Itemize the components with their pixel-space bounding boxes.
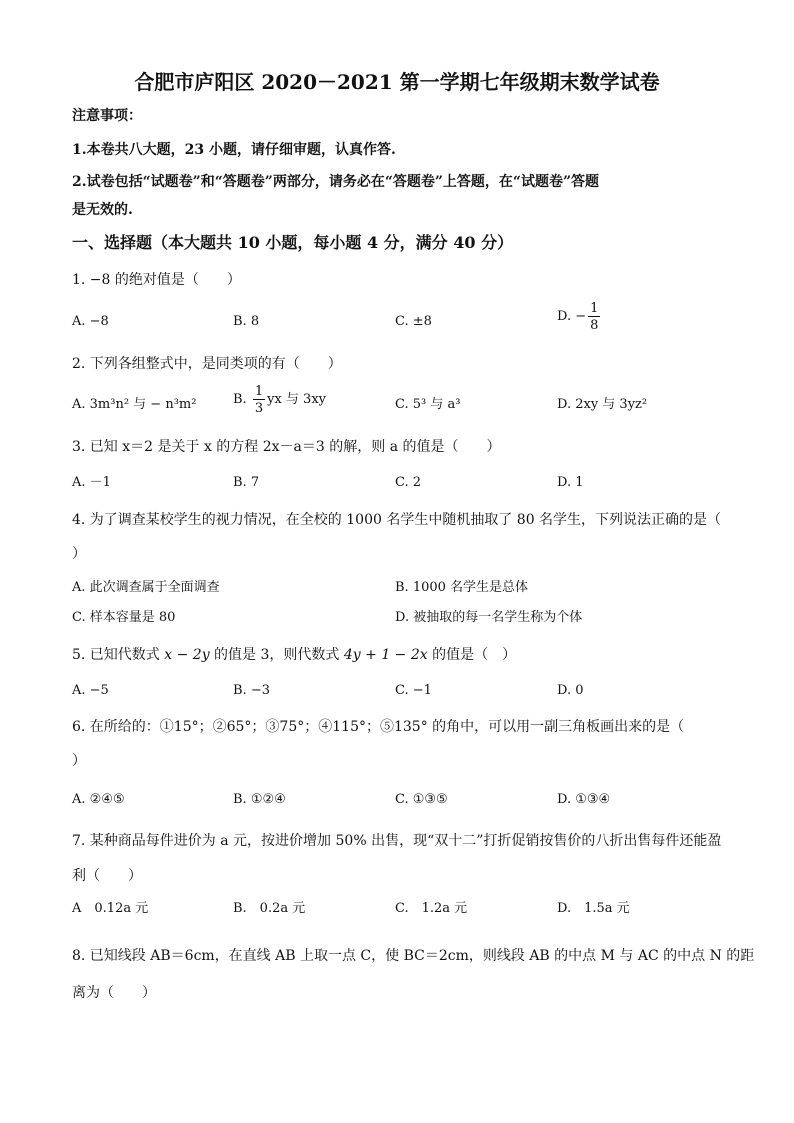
notes-item-2-line-1: 2.试卷包括“试题卷”和“答题卷”两部分，请务必在“答题卷”上答题，在“试题卷”答题 xyxy=(72,174,600,190)
notes-heading: 注意事项： xyxy=(72,108,142,124)
fraction-numerator: 1 xyxy=(590,301,599,316)
question-1-option-a: A. −8 xyxy=(72,314,109,329)
section-heading-choice: 一、选择题（本大题共 10 小题，每小题 4 分，满分 40 分） xyxy=(72,233,514,252)
notes-item-1: 1.本卷共八大题，23 小题，请仔细审题，认真作答. xyxy=(72,142,396,158)
question-2-option-a: A. 3m³n² 与 − n³m² xyxy=(72,397,197,412)
question-7-option-a: A 0.12a 元 xyxy=(72,901,149,916)
notes-item-2-line-2: 是无效的. xyxy=(72,202,133,218)
page-title: 合肥市庐阳区 2020－2021 第一学期七年级期末数学试卷 xyxy=(134,70,660,94)
question-4-stem-line-2: ） xyxy=(72,546,86,562)
fraction-denominator: 3 xyxy=(254,401,264,416)
question-3-stem: 3. 已知 x＝2 是关于 x 的方程 2x－a＝3 的解，则 a 的值是（ ） xyxy=(72,439,501,455)
question-2-option-d: D. 2xy 与 3yz² xyxy=(557,397,648,412)
question-3-option-b: B. 7 xyxy=(233,475,260,490)
question-6-stem-line-1: 6. 在所给的：①15°；②65°；③75°；④115°；⑤135° 的角中，可以用一副三角板画出来的是（ xyxy=(72,719,685,735)
question-2-stem: 2. 下列各组整式中，是同类项的有（ ） xyxy=(72,356,342,372)
question-5-stem xyxy=(72,645,516,665)
question-5-option-b: B. −3 xyxy=(233,683,270,698)
question-5-expression-2: 4y + 1 − 2x xyxy=(343,647,428,663)
question-1-option-d-prefix: D. − xyxy=(557,309,587,324)
question-3-option-d: D. 1 xyxy=(557,475,584,490)
question-1-option-d xyxy=(557,302,602,332)
question-4-option-c: C. 样本容量是 80 xyxy=(72,610,176,625)
question-5-stem-prefix: 5. 已知代数式 xyxy=(72,647,165,663)
question-4-option-d: D. 被抽取的每一名学生称为个体 xyxy=(395,610,583,625)
fraction-numerator: 1 xyxy=(254,384,264,399)
question-6-option-d: D. ①③④ xyxy=(557,792,611,807)
question-2-option-b-suffix: yx 与 3xy xyxy=(267,392,326,407)
question-4-option-b: B. 1000 名学生是总体 xyxy=(395,580,529,595)
question-4-option-a: A. 此次调查属于全面调查 xyxy=(72,580,220,595)
question-6-option-c: C. ①③⑤ xyxy=(395,792,448,807)
question-5-option-a: A. −5 xyxy=(72,683,109,698)
question-2-option-c: C. 5³ 与 a³ xyxy=(395,397,461,412)
question-7-stem-line-1: 7. 某种商品每件进价为 a 元，按进价增加 50% 出售，现“双十二”打折促销按售价的八折出售每件还能盈 xyxy=(72,833,722,849)
question-4-stem-line-1: 4. 为了调查某校学生的视力情况，在全校的 1000 名学生中随机抽取了 80 名学生，下列说法正确的是（ xyxy=(72,512,722,528)
question-2-option-b-prefix: B. xyxy=(233,392,251,407)
fraction-denominator: 8 xyxy=(590,318,599,333)
question-1-stem: 1. −8 的绝对值是（ ） xyxy=(72,272,241,288)
question-7-option-b: B. 0.2a 元 xyxy=(233,901,306,916)
question-5-stem-mid: 的值是 3，则代数式 xyxy=(209,647,344,663)
question-7-stem-line-2: 利（ ） xyxy=(72,868,142,884)
question-6-option-a: A. ②④⑤ xyxy=(72,792,125,807)
question-3-option-a: A. －1 xyxy=(72,475,111,490)
question-7-option-d: D. 1.5a 元 xyxy=(557,901,630,916)
question-5-option-d: D. 0 xyxy=(557,683,584,698)
fraction xyxy=(253,385,265,415)
question-8-stem-line-1: 8. 已知线段 AB＝6cm，在直线 AB 上取一点 C，使 BC＝2cm，则线段 AB 的中点 M 与 AC 的中点 N 的距 xyxy=(72,948,755,964)
question-1-option-c: C. ±8 xyxy=(395,314,432,329)
fraction xyxy=(588,302,600,332)
question-6-option-b: B. ①②④ xyxy=(233,792,286,807)
question-6-stem-line-2: ） xyxy=(72,753,86,769)
question-5-option-c: C. −1 xyxy=(395,683,432,698)
question-3-option-c: C. 2 xyxy=(395,475,422,490)
question-2-option-b xyxy=(233,385,326,415)
question-1-option-b: B. 8 xyxy=(233,314,260,329)
question-5-stem-suffix: 的值是（ ） xyxy=(427,647,517,663)
question-8-stem-line-2: 离为（ ） xyxy=(72,985,156,1001)
question-5-expression-1: x − 2y xyxy=(164,647,210,663)
question-7-option-c: C. 1.2a 元 xyxy=(395,901,468,916)
